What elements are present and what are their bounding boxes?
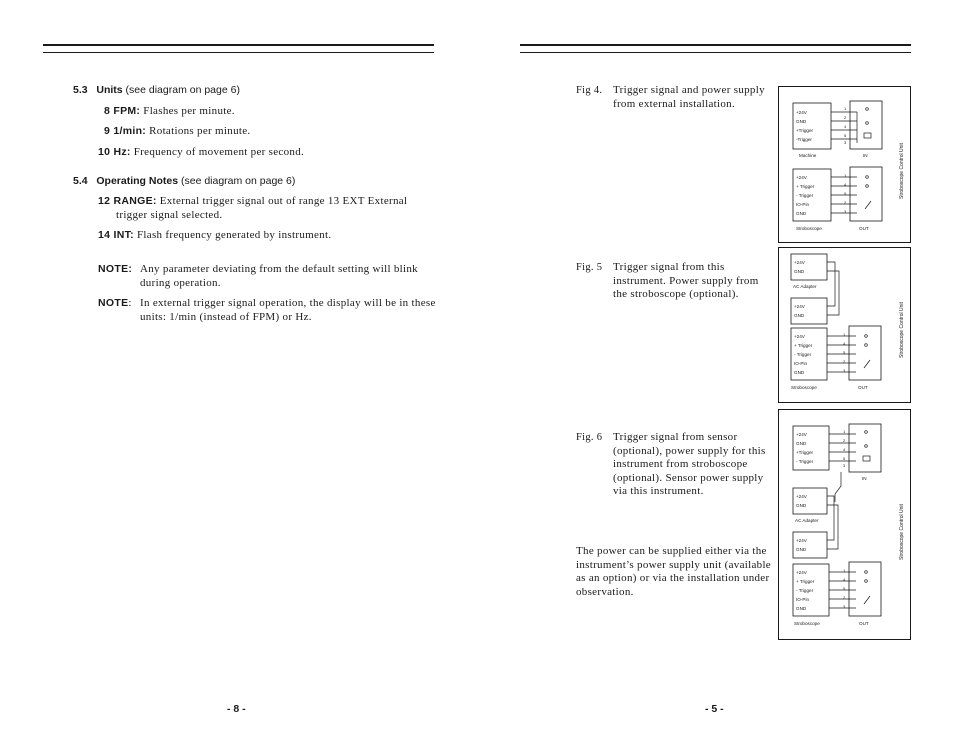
- pin-label: + Trigger: [796, 579, 815, 584]
- unit-label: Stroboscope Control Unit: [899, 143, 905, 199]
- pin-label: GND: [796, 547, 807, 552]
- item-key: 9 1/min:: [104, 125, 147, 137]
- pin-label: +Trigger: [796, 128, 814, 133]
- terminal-number: 5: [844, 191, 847, 196]
- item-fpm: [104, 105, 235, 119]
- item-range: [98, 195, 428, 222]
- section-5-3-heading: [73, 84, 240, 96]
- item-text: Frequency of movement per second.: [133, 146, 305, 158]
- note-1-text: [140, 263, 440, 290]
- pin-label: GND: [794, 370, 805, 375]
- pin-label: + Trigger: [796, 184, 815, 189]
- caption-line: via this instrument.: [613, 485, 704, 497]
- pin-label: GND: [794, 313, 805, 318]
- item-1-min: [104, 125, 250, 139]
- item-key: 8 FPM:: [104, 105, 141, 117]
- terminal-number: 2: [843, 438, 846, 443]
- note-text: In external trigger signal operation, the display will be in these: [140, 297, 436, 309]
- item-text: External trigger signal out of range 13 EXT External: [159, 195, 408, 207]
- pin-label: +24V: [796, 110, 807, 115]
- pin-label: -Trigger: [796, 137, 812, 142]
- pin-label: - Trigger: [796, 588, 814, 593]
- fig4-wiring-svg: [779, 87, 910, 242]
- pin-label: +24V: [796, 175, 807, 180]
- note-text-cont: during operation.: [140, 276, 221, 289]
- note-key: NOTE: [98, 297, 129, 309]
- power-line: The power can be supplied either via the: [576, 545, 767, 557]
- pin-label: IO-Pin: [796, 202, 810, 207]
- pin-label: - Trigger: [796, 193, 814, 198]
- power-line: as an option) or via the installation under: [576, 572, 770, 584]
- pin-label: - Trigger: [796, 459, 814, 464]
- terminal-number: 3: [843, 604, 846, 609]
- pin-label: +24V: [794, 304, 805, 309]
- header-rule-right-top: [520, 44, 911, 46]
- pin-label: GND: [794, 269, 805, 274]
- fig6-diagram: [778, 409, 911, 640]
- pin-label: - Trigger: [794, 352, 812, 357]
- item-text: Flash frequency generated by instrument.: [137, 229, 332, 241]
- stroboscope-label: Stroboscope: [794, 621, 820, 626]
- power-line: instrument’s power supply unit (available: [576, 558, 771, 571]
- terminal-number: 1: [843, 429, 846, 434]
- note-text-cont: units: 1/min (instead of FPM) or Hz.: [140, 310, 312, 323]
- pin-label: +24V: [796, 538, 807, 543]
- in-label: IN: [862, 476, 867, 481]
- caption-line: from external installation.: [613, 97, 736, 110]
- terminal-number: 1: [844, 106, 847, 111]
- pin-label: IO-Pin: [796, 597, 810, 602]
- fig5-label: Fig. 5: [576, 262, 603, 273]
- section-number: 5.3: [73, 84, 88, 96]
- unit-label: Stroboscope Control Unit: [899, 504, 905, 560]
- section-number: 5.4: [73, 175, 88, 187]
- out-label: OUT: [859, 226, 869, 231]
- caption-line: (optional), power supply for this: [613, 444, 766, 457]
- section-title: Units: [96, 84, 123, 96]
- stroboscope-label: Stroboscope: [796, 226, 822, 231]
- machine-label: Machine: [799, 153, 817, 158]
- ac-adapter-label: AC Adapter: [795, 518, 819, 523]
- caption-line: instrument from stroboscope: [613, 458, 748, 470]
- section-ref: (see diagram on page 6): [180, 175, 296, 187]
- caption-line: instrument. Power supply from: [613, 274, 759, 287]
- terminal-number: 1: [844, 173, 847, 178]
- terminal-number: 2: [843, 595, 846, 600]
- terminal-number: 5: [844, 133, 847, 138]
- pin-label: +24V: [794, 260, 805, 265]
- terminal-number: 4: [844, 124, 847, 129]
- ac-adapter-box: [793, 488, 827, 514]
- terminal-number: 4: [843, 447, 846, 452]
- fig6-wiring-svg: [779, 410, 910, 639]
- page-number-right: - 5 -: [705, 703, 724, 715]
- terminal-number: 1: [843, 332, 846, 337]
- unit-label: Stroboscope Control Unit: [899, 302, 905, 358]
- power-box: [791, 298, 827, 324]
- note-2-text: [140, 297, 440, 324]
- caption-line: (optional). Sensor power supply: [613, 471, 764, 484]
- pin-label: GND: [796, 119, 807, 124]
- terminal-number: 4: [843, 341, 846, 346]
- fig5-wiring-svg: [779, 248, 910, 402]
- pin-label: + Trigger: [794, 343, 813, 348]
- pin-label: GND: [796, 503, 807, 508]
- terminal-number: 5: [843, 350, 846, 355]
- pin-label: GND: [796, 211, 807, 216]
- pin-label: IO-Pin: [794, 361, 808, 366]
- item-text: Flashes per minute.: [143, 105, 235, 117]
- terminal-number: 1: [843, 568, 846, 573]
- item-key: 10 Hz:: [98, 146, 131, 158]
- page-number-left: - 8 -: [227, 703, 246, 715]
- note-key: NOTE:: [98, 263, 133, 275]
- fig6-label: Fig. 6: [576, 432, 603, 443]
- terminal-number: 4: [843, 577, 846, 582]
- item-text: Rotations per minute.: [149, 125, 251, 137]
- item-key: 12 RANGE:: [98, 195, 157, 207]
- note-colon: :: [128, 297, 132, 309]
- fig5-caption: [613, 261, 773, 302]
- item-hz: [98, 146, 304, 160]
- item-text-cont: trigger signal selected.: [116, 208, 223, 221]
- item-key: 14 INT:: [98, 229, 134, 241]
- in-label: IN: [863, 153, 868, 158]
- terminal-number: 2: [844, 115, 847, 120]
- note-1: [98, 263, 132, 277]
- fig6-caption: [613, 431, 778, 499]
- caption-line: the stroboscope (optional).: [613, 288, 739, 300]
- header-rule-left-top: [43, 44, 434, 46]
- header-rule-left-bottom: [43, 52, 434, 53]
- pin-label: GND: [796, 441, 807, 446]
- stroboscope-label: Stroboscope: [791, 385, 817, 390]
- terminal-number: 5: [843, 586, 846, 591]
- note-text: Any parameter deviating from the default setting will blink: [140, 263, 418, 275]
- pin-label: +24V: [794, 334, 805, 339]
- ac-adapter-box: [791, 254, 827, 280]
- note-2: [98, 297, 132, 311]
- terminal-number: 5: [843, 456, 846, 461]
- power-box: [793, 532, 827, 558]
- caption-line: Trigger signal from sensor: [613, 431, 738, 443]
- terminal-number: 3: [843, 368, 846, 373]
- fig4-label: Fig 4.: [576, 85, 603, 96]
- fig4-diagram: [778, 86, 911, 243]
- terminal-number: 4: [844, 182, 847, 187]
- terminal-number: 2: [844, 200, 847, 205]
- fig4-caption: [613, 84, 773, 111]
- pin-label: +24V: [796, 570, 807, 575]
- pin-label: +Trigger: [796, 450, 814, 455]
- terminal-number: 3: [843, 463, 846, 468]
- section-5-4-heading: [73, 175, 295, 187]
- section-title: Operating Notes: [96, 175, 179, 187]
- pin-label: GND: [796, 606, 807, 611]
- section-ref: (see diagram on page 6): [125, 84, 240, 96]
- fig5-diagram: [778, 247, 911, 403]
- ac-adapter-label: AC Adapter: [793, 284, 817, 289]
- header-rule-right-bottom: [520, 52, 911, 53]
- out-label: OUT: [858, 385, 868, 390]
- out-label: OUT: [859, 621, 869, 626]
- terminal-number: 2: [843, 359, 846, 364]
- caption-line: Trigger signal and power supply: [613, 84, 765, 96]
- terminal-number: 3: [844, 209, 847, 214]
- pin-label: +24V: [796, 494, 807, 499]
- power-line: observation.: [576, 585, 634, 598]
- terminal-number: 3: [844, 140, 847, 145]
- pin-label: +24V: [796, 432, 807, 437]
- power-note: [576, 545, 776, 599]
- caption-line: Trigger signal from this: [613, 261, 725, 273]
- item-int: [98, 229, 331, 243]
